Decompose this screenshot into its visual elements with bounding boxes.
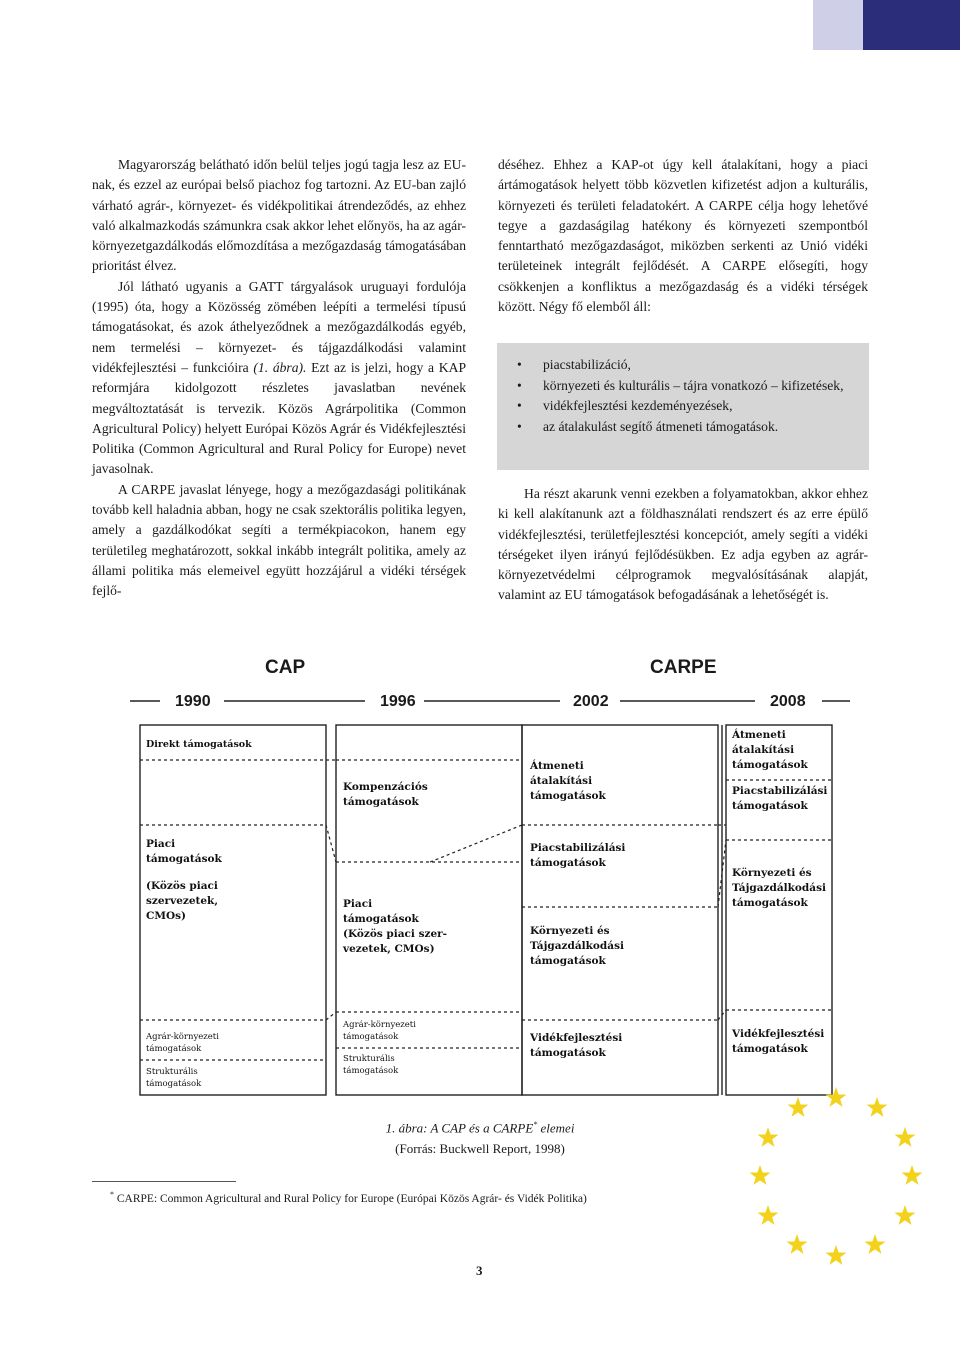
diagram-label-transition: Átmeneti átalakítási támogatások xyxy=(732,729,808,771)
eu-stars-decoration xyxy=(740,1080,940,1280)
diagram-label-environment: Környezeti és Tájgazdálkodási támogatások xyxy=(530,925,624,967)
star-icon xyxy=(895,1205,916,1225)
star-icon xyxy=(750,1165,771,1185)
star-icon xyxy=(787,1234,808,1254)
year-label: 2008 xyxy=(770,693,806,710)
figure-caption xyxy=(0,1120,960,1136)
paragraph-3: A CARPE javaslat lényege, hogy a mezőgazdasági politikának tovább kell haladnia abban, hogy ne csak szektorális politika legyen, amely a gazdálkodókat segíti a termékpiacokon, hanem egy területileg meghatározott, sokkal inkább integrált politika, amely az állami politika más elemeivel együtt hozzájárul a vidéki térségek fejlő- xyxy=(92,481,466,599)
caption-footnote-mark: * xyxy=(533,1120,538,1129)
paragraph-2-text-b: Ezt az is jelzi, hogy a KAP reformjára kidolgozott részletes javaslatban nevének megváltoztatását is tervezik. Közös Agrárpolitika (Common Agricultural Policy) helyett Európai Közös Agrár és Vidékfejlesztési Politika (Common Agricultural and Rural Policy for Europe) nevet javasolnak. xyxy=(92,359,466,477)
diagram-label-structural: Strukturális támogatások xyxy=(146,1067,202,1089)
list-item: • piacstabilizáció, xyxy=(515,355,859,376)
figure-reference: (1. ábra). xyxy=(253,359,307,375)
diagram-label-cmo: (Közös piaci szervezetek, CMOs) xyxy=(146,880,218,922)
footnote-divider xyxy=(92,1181,236,1182)
dashed-divider xyxy=(430,825,522,862)
year-label: 1990 xyxy=(175,693,211,710)
star-icon xyxy=(758,1205,779,1225)
diagram-label-agrienv: Agrár-környezeti támogatások xyxy=(146,1032,219,1054)
year-label: 1996 xyxy=(380,693,416,710)
star-icon xyxy=(865,1234,886,1254)
paragraph-4: déséhez. Ehhez a KAP-ot úgy kell átalakítani, hogy a piaci ártámogatások helyett több közvetlen kifizetést adjon a kulturális, környezeti és területi feladatokért. A CARPE célja hogy lehetővé tegye a gazdaságilag hatékony és környezeti szempontból fenntartható mezőgazdaságot, miközben serkenti az Unió vidéki területeinek integrált fejlődését. A CARPE elősegíti, hogy csökkenjen a konfliktus a mezőgazdaság és a vidéki térségek között. Négy fő elemből áll: xyxy=(498,157,868,315)
diagram-label-agrienv: Agrár-környezeti támogatások xyxy=(343,1020,416,1042)
footnote-mark: * xyxy=(110,1190,114,1199)
diagram-label-compensation: Kompenzációs támogatások xyxy=(343,781,428,808)
diagram-label-rural-dev: Vidékfejlesztési támogatások xyxy=(732,1028,825,1055)
page-number: 3 xyxy=(476,1263,483,1278)
star-icon xyxy=(867,1097,888,1117)
star-icon xyxy=(826,1245,847,1265)
footnote xyxy=(110,1190,587,1205)
diagram-label-rural-dev: Vidékfejlesztési támogatások xyxy=(530,1032,623,1059)
diagram-label-market: Piaci támogatások xyxy=(146,838,222,865)
list-item: • környezeti és kulturális – tájra vonatkozó – kifizetések, xyxy=(515,376,859,397)
star-icon xyxy=(788,1097,809,1117)
year-label: 2002 xyxy=(573,693,609,710)
list-item: • vidékfejlesztési kezdeményezések, xyxy=(515,396,859,417)
list-item: • az átalakulást segítő átmeneti támogatások. xyxy=(515,417,859,438)
carpe-label: CARPE xyxy=(650,657,717,678)
diagram-label-market: Piaci támogatások (Közös piaci szer- vezetek, CMOs) xyxy=(343,898,448,955)
footnote-text: CARPE: Common Agricultural and Rural Policy for Europe (Európai Közös Agrár- és Vidék Politika) xyxy=(114,1192,587,1205)
diagram-label-market-stab: Piacstabilizálási támogatások xyxy=(530,842,626,869)
cap-label: CAP xyxy=(265,657,306,678)
figure-caption-suffix: elemei xyxy=(537,1120,575,1136)
figure-source: (Forrás: Buckwell Report, 1998) xyxy=(395,1141,565,1156)
diagram-label-transition: Átmeneti átalakítási támogatások xyxy=(530,760,606,802)
star-icon xyxy=(826,1087,847,1107)
diagram-label-environment: Környezeti és Tájgazdálkodási támogatások xyxy=(732,867,826,909)
paragraph-1: Magyarország belátható időn belül teljes jogú tagja lesz az EU-nak, és ezzel az európai belső piachoz fog tartozni. Az EU-ban zajló várható agrár-, környezet- és vidékpolitikai átrendeződés, az ehhez való alkalmazkodás számunkra csak akkor lehet előnyös, ha az agár-környezetgazdálkodás előmozdítása a mezőgazdaság támogatásában prioritást élvez. xyxy=(92,157,466,274)
diagram-label-market-stab: Piacstabilizálási támogatások xyxy=(732,785,828,812)
dashed-divider xyxy=(326,1012,336,1020)
figure-caption-text: 1. ábra: A CAP és a CARPE xyxy=(385,1120,534,1136)
paragraph-5: Ha részt akarunk venni ezekben a folyamatokban, akkor ehhez ki kell alakítanunk azt a földhasználati rendszert és az erre épülő vidékfejlesztési, területfejlesztési koncepciót, amely segíti a vidéki térségeket ilyen irányú fejlődésükben. Ez adja egyben az agrár-környezetvédelmi célprogramok megvalósításának alapját, valamint az EU támogatások befogadásának a lehetőségét is. xyxy=(498,486,868,603)
paragraph-2-text-a: Jól látható ugyanis a GATT tárgyalások uruguayi fordulója (1995) óta, hogy a Közösség zömében leépíti a termelési típusú támogatásokat, és azok áthelyeződnek a mezőgazdálkodás egyéb, nem termelési – környezet- és tájgazdálkodási valamint vidékfejlesztési – funkcióira xyxy=(92,278,466,375)
diagram-label-direct: Direkt támogatások xyxy=(146,739,252,750)
diagram-label-structural: Strukturális támogatások xyxy=(343,1054,399,1076)
dashed-divider xyxy=(326,825,336,862)
star-icon xyxy=(902,1165,923,1185)
